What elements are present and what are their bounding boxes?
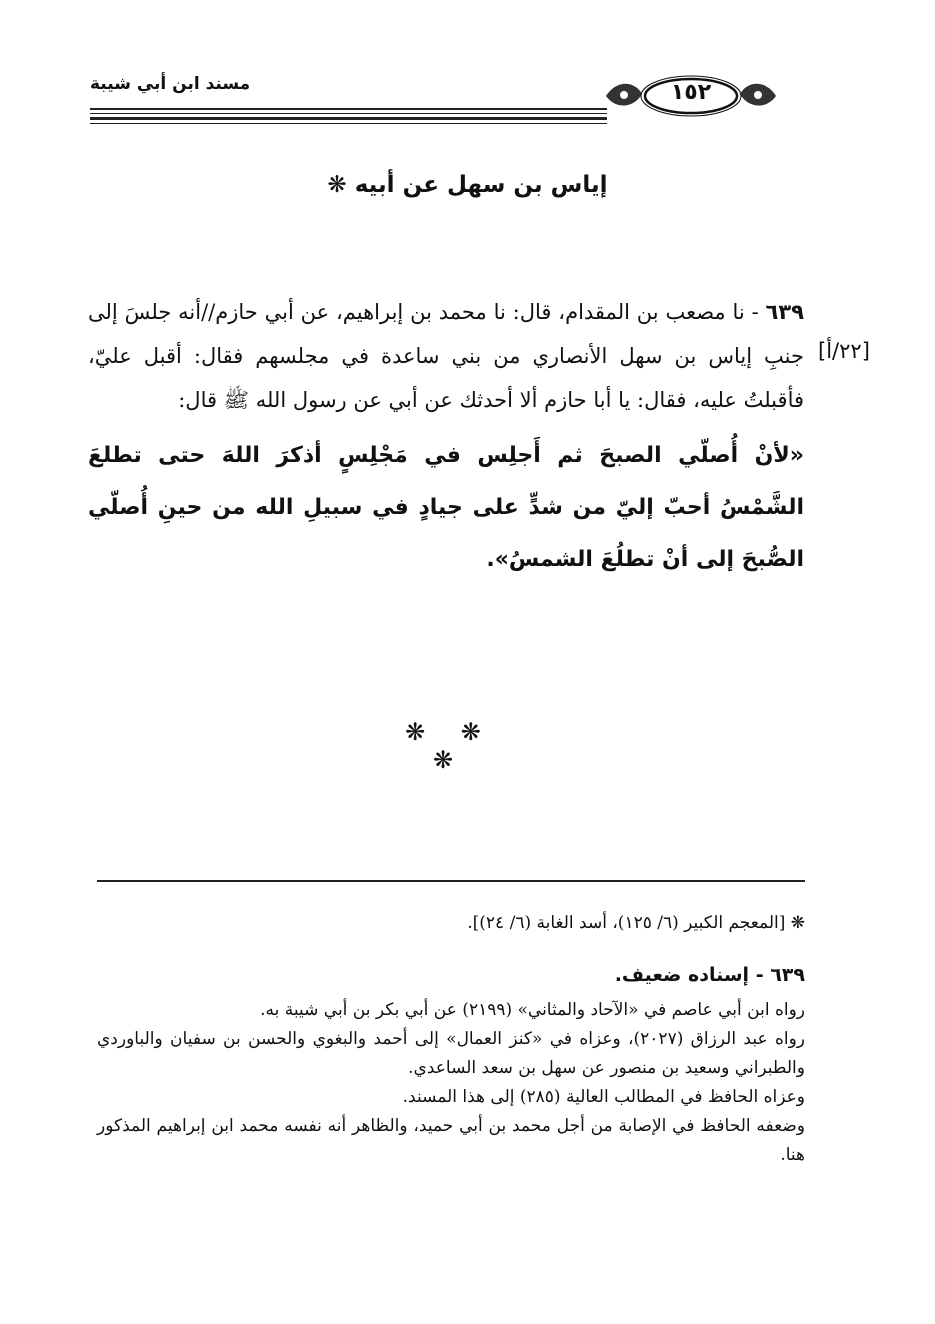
header-rule bbox=[90, 113, 607, 114]
header-rule bbox=[90, 117, 607, 120]
header-rule bbox=[90, 108, 607, 110]
section-separator: ❋ ❋ ❋ bbox=[405, 718, 495, 774]
hadith-number: ٦٣٩ bbox=[765, 300, 804, 324]
margin-folio-reference: [٢٢/أ] bbox=[818, 339, 870, 363]
page-number: ١٥٢ bbox=[670, 80, 712, 105]
footnotes bbox=[97, 908, 805, 1170]
footnote-line: رواه عبد الرزاق (٢٠٢٧)، وعزاه في «كنز العمال» إلى أحمد والبغوي والحسن بن سفيان والباوردي والطبراني وسعيد بن منصور عن سهل بن سعد الساعدي. bbox=[97, 1029, 805, 1078]
running-title: مسند ابن أبي شيبة bbox=[90, 74, 251, 94]
section-title: إياس بن سهل عن أبيه ❋ bbox=[327, 172, 608, 198]
footnote-grade-text: - إسناده ضعيف. bbox=[614, 964, 771, 986]
hadith-narration bbox=[88, 290, 804, 422]
footnote-line: وعزاه الحافظ في المطالب العالية (٢٨٥) إلى هذا المسند. bbox=[402, 1087, 805, 1107]
header-rule bbox=[90, 123, 607, 124]
hadith-chain-text: - نا مصعب بن المقدام، قال: نا محمد بن إبراهيم، عن أبي حازم//أنه جلسَ إلى جنبِ إياس بن سهل الأنصاري من بني ساعدة في مجلسهم فقال: أقبل عليّ، فأقبلتُ عليه، فقال: يا أبا حازم ألا أحدثك عن أبي عن رسول الله ﷺ قال: bbox=[88, 300, 804, 412]
footnote-source: ❋ [المعجم الكبير (٦/ ١٢٥)، أسد الغابة (٦/ ٢٤)]. bbox=[467, 913, 805, 933]
footnote-line: رواه ابن أبي عاصم في «الآحاد والمثاني» (٢١٩٩) عن أبي بكر بن أبي شيبة به. bbox=[260, 1000, 805, 1020]
footnote-line: وضعفه الحافظ في الإصابة من أجل محمد بن أبي حميد، والظاهر أنه نفسه محمد ابن إبراهيم المذكور هنا. bbox=[97, 1116, 805, 1165]
footnote-divider bbox=[97, 880, 805, 882]
footnote-grade-number: ٦٣٩ bbox=[770, 964, 805, 986]
footnote-grade bbox=[97, 960, 805, 990]
hadith-block bbox=[88, 290, 804, 586]
prophetic-quote: «لأنْ أُصلّي الصبحَ ثم أَجلِس في مَجْلِسٍ أذكرَ اللهَ حتى تطلعَ الشَّمْسُ أحبّ إليّ من شدٍّ على جيادٍ في سبيلِ الله من حينِ أُصلّي الصُّبحَ إلى أنْ تطلُعَ الشمسُ». bbox=[88, 443, 804, 572]
